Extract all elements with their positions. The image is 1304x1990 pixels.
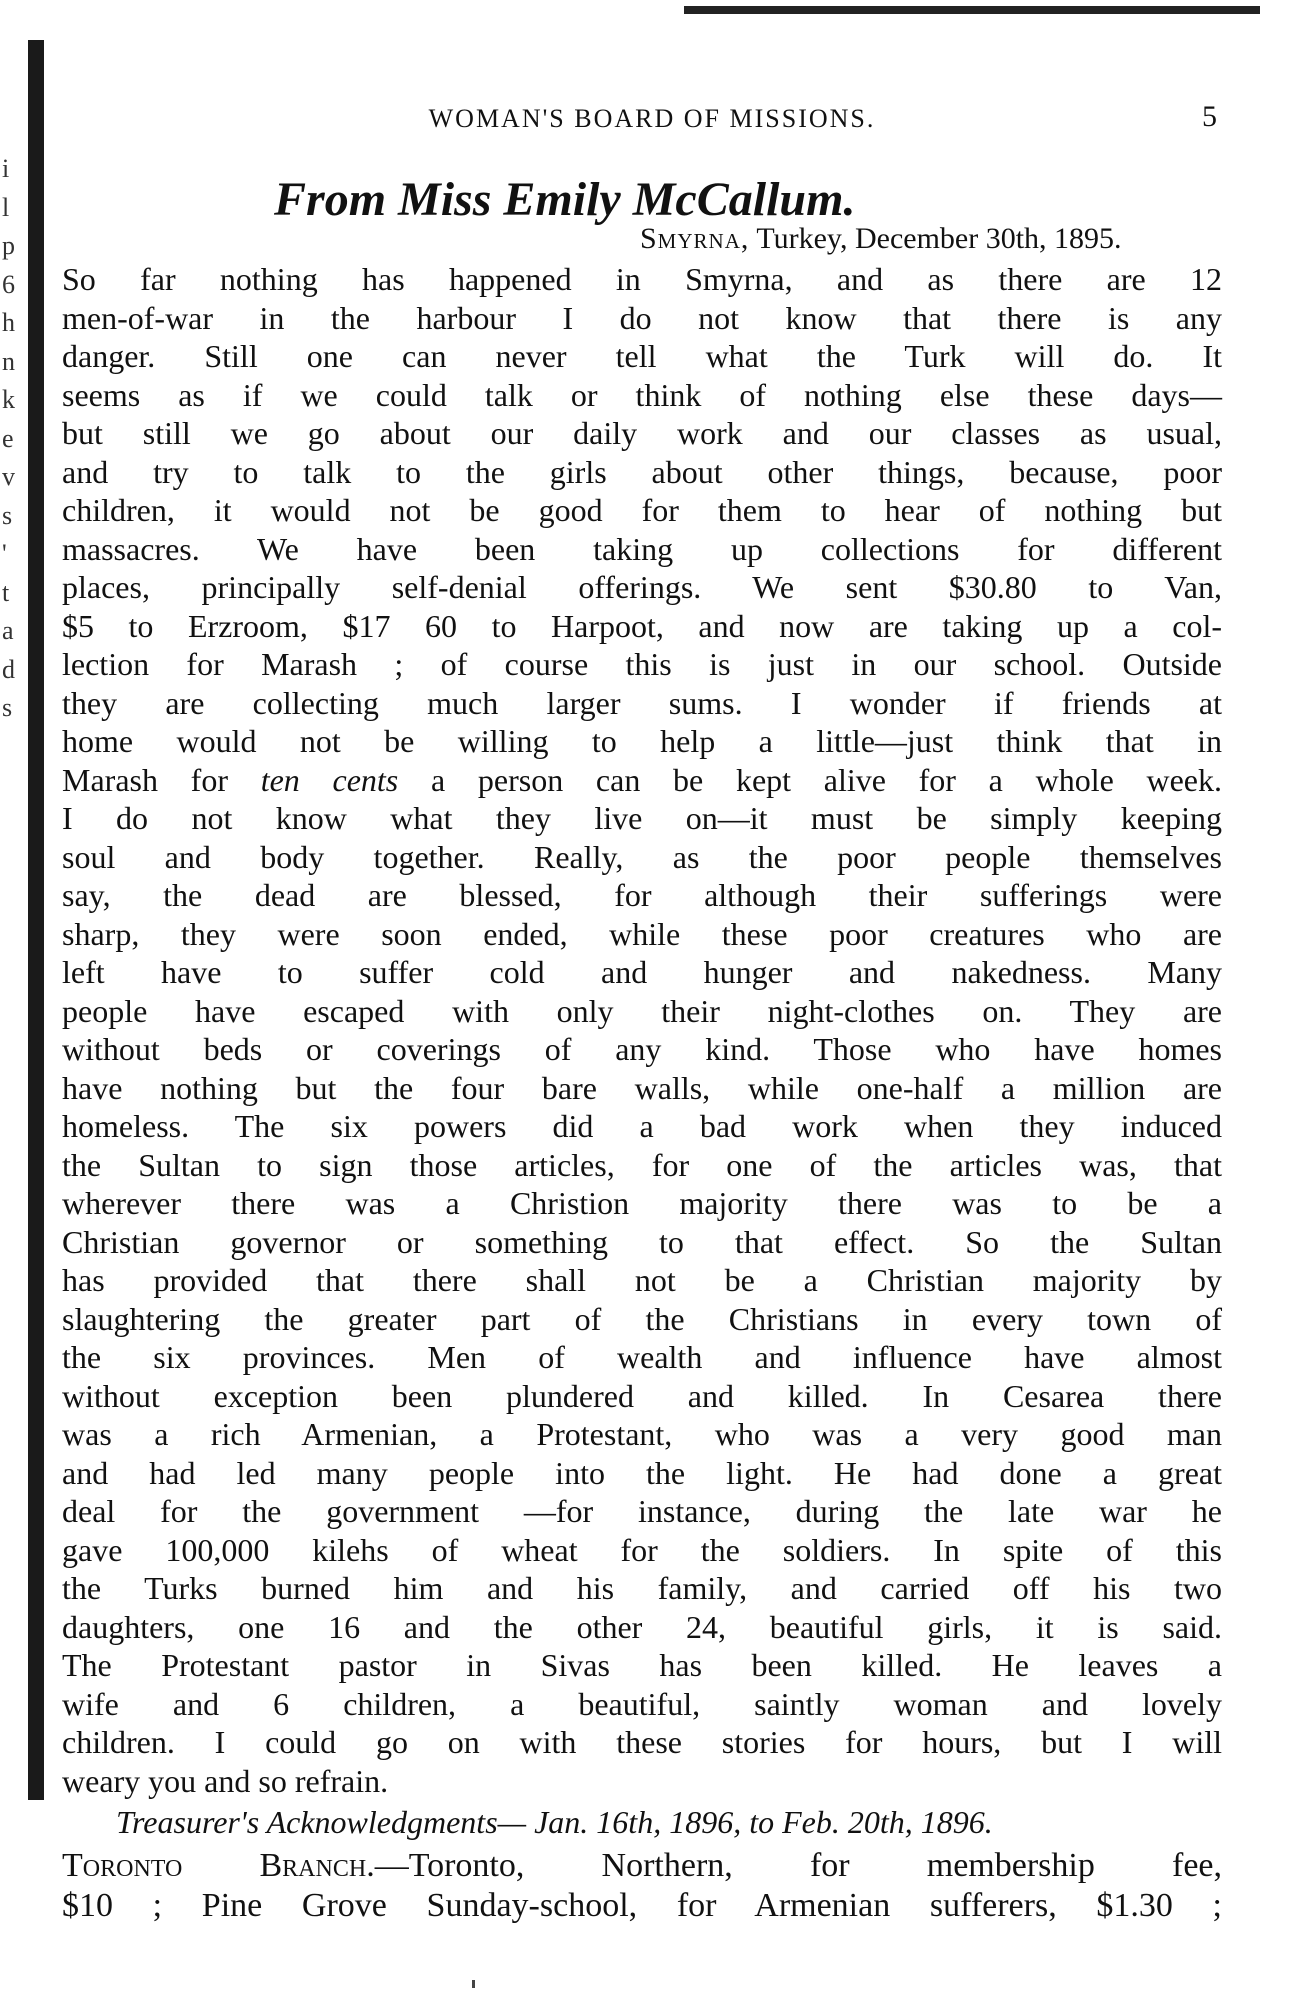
spine-fragment: p [2,231,15,260]
body-line: the Turks burned him and his family, and carried off his two [62,1570,1222,1606]
body-line: I do not know what they live on—it must be simply keeping [62,800,1222,836]
body-line: and try to talk to the girls about other things, because, poor [62,453,1222,490]
spine-fragment: l [2,192,10,222]
body-line: deal for the government —for instance, during the late war he [62,1493,1222,1529]
body-line: $5 to Erzroom, $17 60 to Harpoot, and now are taking up a col- [62,607,1222,644]
body-line: sharp, they were soon ended, while these poor creatures who are [62,915,1222,952]
body-line: children, it would not be good for them to hear of nothing but [62,492,1222,528]
spine-fragment: e [2,423,14,453]
spine-fragment: s [2,693,13,722]
spine-fragment: v [2,462,15,491]
running-head: WOMAN'S BOARD OF MISSIONS. [428,104,876,133]
body-line: places, principally self-denial offerings. We sent $30.80 to Van, [62,569,1222,605]
body-line-part: a person can be kept alive for a whole week. [398,761,1223,798]
spine-fragment: 6 [2,269,15,299]
body-line: homeless. The six powers did a bad work when they induced [62,1108,1222,1144]
body-line: have nothing but the four bare walls, while one-half a million are [62,1069,1222,1106]
spine-fragment: n [2,346,15,376]
body-line: say, the dead are blessed, for although their sufferings were [62,877,1222,913]
spine-fragment: i [2,154,10,183]
spine-fragment: d [2,654,15,684]
body-line: wherever there was a Christion majority there was to be a [62,1185,1222,1221]
body-line: but still we go about our daily work and our classes as usual, [62,415,1222,451]
italic-phrase: ten cents [260,761,399,798]
body-line: has provided that there shall not be a Christian majority by [62,1262,1222,1298]
body-line: daughters, one 16 and the other 24, beautiful girls, it is said. [62,1608,1222,1645]
body-line: The Protestant pastor in Sivas has been killed. He leaves a [62,1647,1222,1683]
body-line: lection for Marash ; of course this is just in our school. Outside [62,646,1222,682]
body-line [62,761,1222,800]
stray-mark [472,1980,475,1988]
acknowledgments-line: $10 ; Pine Grove Sunday-school, for Armenian sufferers, $1.30 ; [62,1887,1222,1924]
page-number: 5 [1202,100,1217,133]
body-line: without exception been plundered and killed. In Cesarea there [62,1377,1222,1414]
body-line: So far nothing has happened in Smyrna, and as there are 12 [62,261,1222,297]
acknowledgments-text [62,1846,1222,1926]
spine-text-fragments [2,150,26,728]
body-line: weary you and so refrain. [62,1762,389,1799]
body-line: gave 100,000 kilehs of wheat for the soldiers. In spite of this [62,1531,1222,1568]
body-line: wife and 6 children, a beautiful, saintly woman and lovely [62,1685,1222,1722]
body-line: left have to suffer cold and hunger and nakedness. Many [62,954,1222,990]
body-line: they are collecting much larger sums. I wonder if friends at [62,684,1222,721]
body-line: the Sultan to sign those articles, for one of the articles was, that [62,1146,1222,1183]
spine-fragment: k [2,385,15,414]
top-rule [684,6,1260,14]
acknowledgments-heading: Treasurer's Acknowledgments— Jan. 16th, 1896, to Feb. 20th, 1896. [116,1804,993,1840]
body-line: men-of-war in the harbour I do not know that there is any [62,299,1222,336]
body-line: without beds or coverings of any kind. Those who have homes [62,1031,1222,1067]
letter-body [62,260,1222,1800]
body-line: Christian governor or something to that effect. So the Sultan [62,1223,1222,1260]
body-line: children. I could go on with these stories for hours, but I will [62,1724,1222,1760]
body-line: danger. Still one can never tell what the Turk will do. It [62,338,1222,374]
body-line: home would not be willing to help a little—just think that in [62,723,1222,759]
body-line: the six provinces. Men of wealth and influence have almost [62,1339,1222,1375]
body-line: massacres. We have been taking up collections for different [62,530,1222,567]
acknowledgments-line [62,1846,1222,1886]
body-line: was a rich Armenian, a Protestant, who was a very good man [62,1416,1222,1452]
spine-fragment: a [2,616,14,645]
dateline-rest: Turkey, December 30th, 1895. [756,222,1122,255]
binding-shadow [28,40,44,1800]
spine-fragment: t [2,577,10,607]
spine-fragment: s [2,500,13,530]
spine-fragment: ' [2,539,7,568]
body-line: people have escaped with only their night-clothes on. They are [62,992,1222,1029]
branch-name: Toronto Branch. [62,1847,375,1884]
spine-fragment: h [2,308,15,337]
body-line: seems as if we could talk or think of nothing else these days— [62,376,1222,413]
dateline-place: Smyrna, [640,222,750,255]
dateline [640,222,1122,256]
body-line: slaughtering the greater part of the Christians in every town of [62,1300,1222,1337]
acknowledgments-line1-rest: —Toronto, Northern, for membership fee, [374,1847,1222,1884]
letter-heading: From Miss Emily McCallum. [274,173,856,226]
body-line-part: Marash for [62,761,261,798]
body-line: soul and body together. Really, as the poor people themselves [62,838,1222,875]
body-line: and had led many people into the light. He had done a great [62,1454,1222,1491]
